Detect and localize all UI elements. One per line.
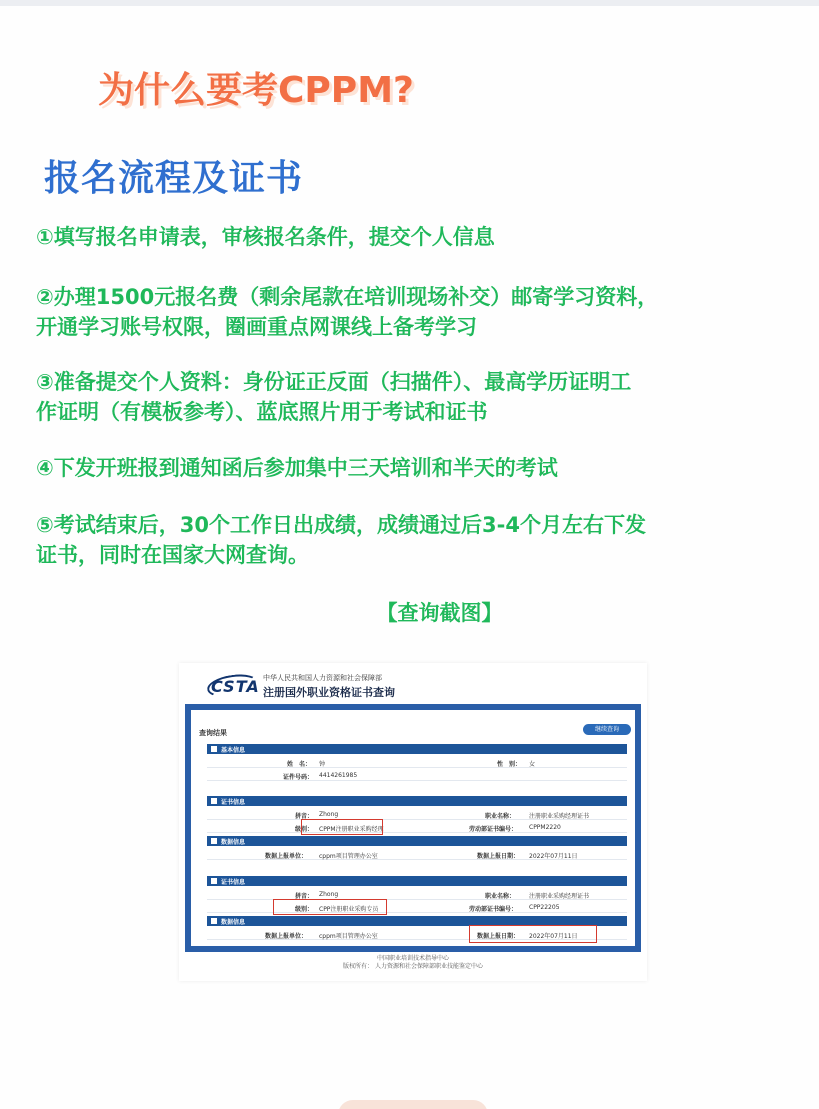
step-1: ①填写报名申请表，审核报名条件，提交个人信息 <box>36 225 495 249</box>
highlight-box <box>273 899 387 915</box>
section-cert-2: 证书信息 <box>207 876 627 886</box>
screenshot-header <box>179 663 647 703</box>
result-title: 查询结果 <box>199 729 227 737</box>
row-data-1: 数据上报单位： cppm项目管理办公室 数据上报日期： 2022年07月11日 <box>207 848 627 860</box>
top-bar <box>0 0 819 6</box>
section-cert-1: 证书信息 <box>207 796 627 806</box>
section-heading: 报名流程及证书 <box>44 158 304 199</box>
system-name: 注册国外职业资格证书查询 <box>263 686 395 699</box>
section-icon <box>211 798 217 804</box>
org-name: 中华人民共和国人力资源和社会保障部 <box>263 674 382 682</box>
page-title: 为什么要考CPPM? <box>98 70 414 111</box>
row-id: 证件号码： 4414261985 <box>207 769 627 781</box>
result-panel <box>191 710 635 946</box>
row-pinyin-1: 拼音： Zhong 职业名称： 注册职业采购经理证书 <box>207 808 627 820</box>
section-icon <box>211 838 217 844</box>
section-icon <box>211 746 217 752</box>
step-2: ②办理1500元报名费（剩余尾款在培训现场补交）邮寄学习资料， 开通学习账号权限，圈画重点网课线上备考学习 <box>36 285 659 339</box>
highlight-box <box>469 925 597 943</box>
result-frame <box>185 704 641 952</box>
step-4: ④下发开班报到通知函后参加集中三天培训和半天的考试 <box>36 456 558 480</box>
step-5: ⑤考试结束后，30个工作日出成绩，成绩通过后3-4个月左右下发 证书，同时在国家大网查询。 <box>36 513 646 567</box>
row-level-2: 级别： CPP注册职业采购专员 劳动部证书编号： CPP22205 <box>207 901 627 913</box>
screenshot-caption: 【查询截图】 <box>376 601 503 625</box>
section-icon <box>211 918 217 924</box>
section-data-2: 数据信息 <box>207 916 627 926</box>
section-basic: 基本信息 <box>207 744 627 754</box>
row-data-2: 数据上报单位： cppm项目管理办公室 数据上报日期： 2022年07月11日 <box>207 928 627 940</box>
query-screenshot <box>179 663 647 981</box>
section-data-1: 数据信息 <box>207 836 627 846</box>
row-name: 姓 名： 钟 性 别： 女 <box>207 756 627 768</box>
section-icon <box>211 878 217 884</box>
row-pinyin-2: 拼音： Zhong 职业名称： 注册职业采购经理证书 <box>207 888 627 900</box>
csta-logo: CSTA <box>211 677 260 696</box>
search-again-button[interactable]: 继续查询 <box>583 724 631 735</box>
screenshot-footer: 中国职业培训技术指导中心 版权所有： 人力资源和社会保障部职业技能鉴定中心 <box>343 955 483 970</box>
highlight-box <box>301 819 383 835</box>
step-3: ③准备提交个人资料：身份证正反面（扫描件）、最高学历证明工 作证明（有模板参考）、蓝底照片用于考试和证书 <box>36 370 632 424</box>
row-level-1: 级别： CPPM注册职业采购经理 劳动部证书编号： CPPM2220 <box>207 821 627 833</box>
bottom-button[interactable] <box>338 1100 488 1109</box>
